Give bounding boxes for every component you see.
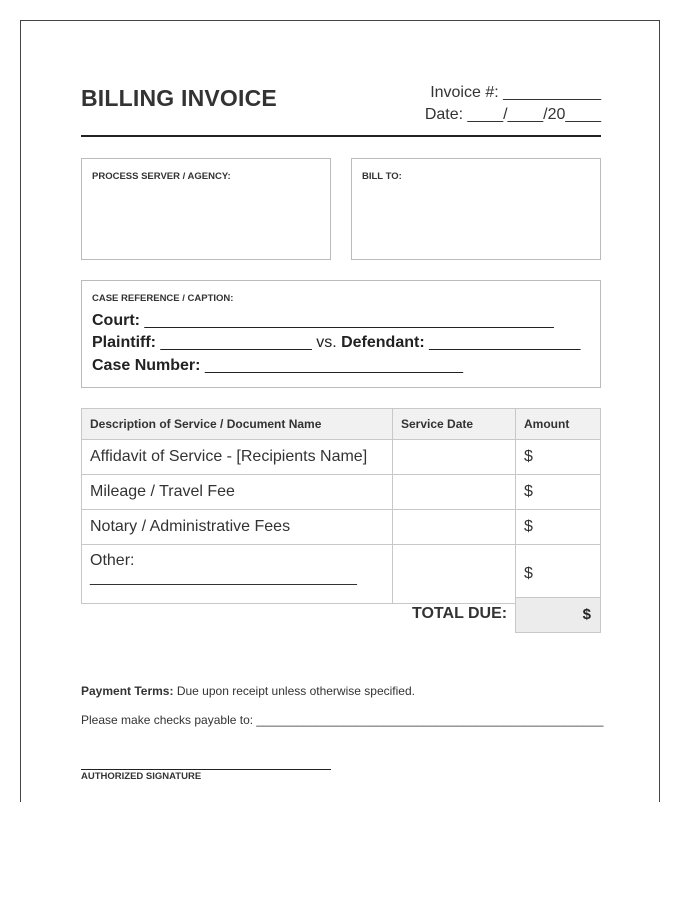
case-reference-label: CASE REFERENCE / CAPTION:: [92, 293, 234, 304]
parties-line[interactable]: [92, 334, 580, 352]
invoice-date-field[interactable]: Date: ____/____/20____: [424, 106, 601, 123]
case-reference-box: [81, 280, 601, 388]
payment-terms-text: Due upon receipt unless otherwise specified.: [176, 684, 415, 698]
bill-to-label: BILL TO:: [362, 171, 402, 182]
bill-to-box[interactable]: [351, 158, 601, 260]
vs-text: vs.: [316, 334, 337, 351]
defendant-label: Defendant:: [341, 334, 425, 351]
table-row: [82, 510, 601, 545]
row-service-date[interactable]: [393, 545, 516, 604]
header-amount: Amount: [516, 409, 601, 440]
row-amount[interactable]: $: [516, 475, 601, 510]
payment-terms-label: Payment Terms:: [81, 684, 174, 698]
table-row: [82, 440, 601, 475]
row-service-date[interactable]: [393, 440, 516, 475]
process-server-label: PROCESS SERVER / AGENCY:: [92, 171, 231, 182]
payable-to-line[interactable]: Please make checks payable to: ____________________________________________________: [81, 713, 604, 727]
table-row: [82, 475, 601, 510]
case-number-label: Case Number:: [92, 357, 201, 374]
header-service-date: Service Date: [393, 409, 516, 440]
invoice-title: BILLING INVOICE: [81, 85, 277, 111]
row-service-date[interactable]: [393, 475, 516, 510]
process-server-box[interactable]: [81, 158, 331, 260]
court-blank: ______________________________________________: [144, 312, 554, 329]
header-divider: [81, 135, 601, 137]
row-description: Affidavit of Service - [Recipients Name]: [82, 440, 393, 475]
services-table: [81, 408, 601, 604]
invoice-meta: [425, 82, 601, 126]
row-description-other[interactable]: [82, 545, 393, 604]
signature-line[interactable]: [81, 769, 331, 770]
row-amount[interactable]: $: [516, 510, 601, 545]
row-amount[interactable]: $: [516, 545, 601, 604]
header-description: Description of Service / Document Name: [82, 409, 393, 440]
payment-terms: [81, 684, 415, 698]
court-line[interactable]: [92, 312, 554, 330]
row-description: Mileage / Travel Fee: [82, 475, 393, 510]
row-service-date[interactable]: [393, 510, 516, 545]
plaintiff-blank: _________________: [160, 334, 312, 351]
invoice-number-field[interactable]: Invoice #: ___________: [430, 84, 601, 101]
case-number-line[interactable]: [92, 357, 463, 375]
defendant-blank: _________________: [429, 334, 581, 351]
court-label: Court:: [92, 312, 140, 329]
total-due-box[interactable]: [515, 597, 601, 633]
signature-label: AUTHORIZED SIGNATURE: [81, 771, 202, 782]
plaintiff-label: Plaintiff:: [92, 334, 156, 351]
total-due-label: TOTAL DUE:: [412, 605, 508, 622]
other-blank: ______________________________: [90, 569, 357, 586]
table-header-row: [82, 409, 601, 440]
row-amount[interactable]: $: [516, 440, 601, 475]
case-number-blank: _____________________________: [204, 357, 463, 374]
other-label: Other:: [90, 552, 135, 569]
row-description: Notary / Administrative Fees: [82, 510, 393, 545]
total-due-value: $: [582, 606, 591, 623]
table-row: [82, 545, 601, 604]
